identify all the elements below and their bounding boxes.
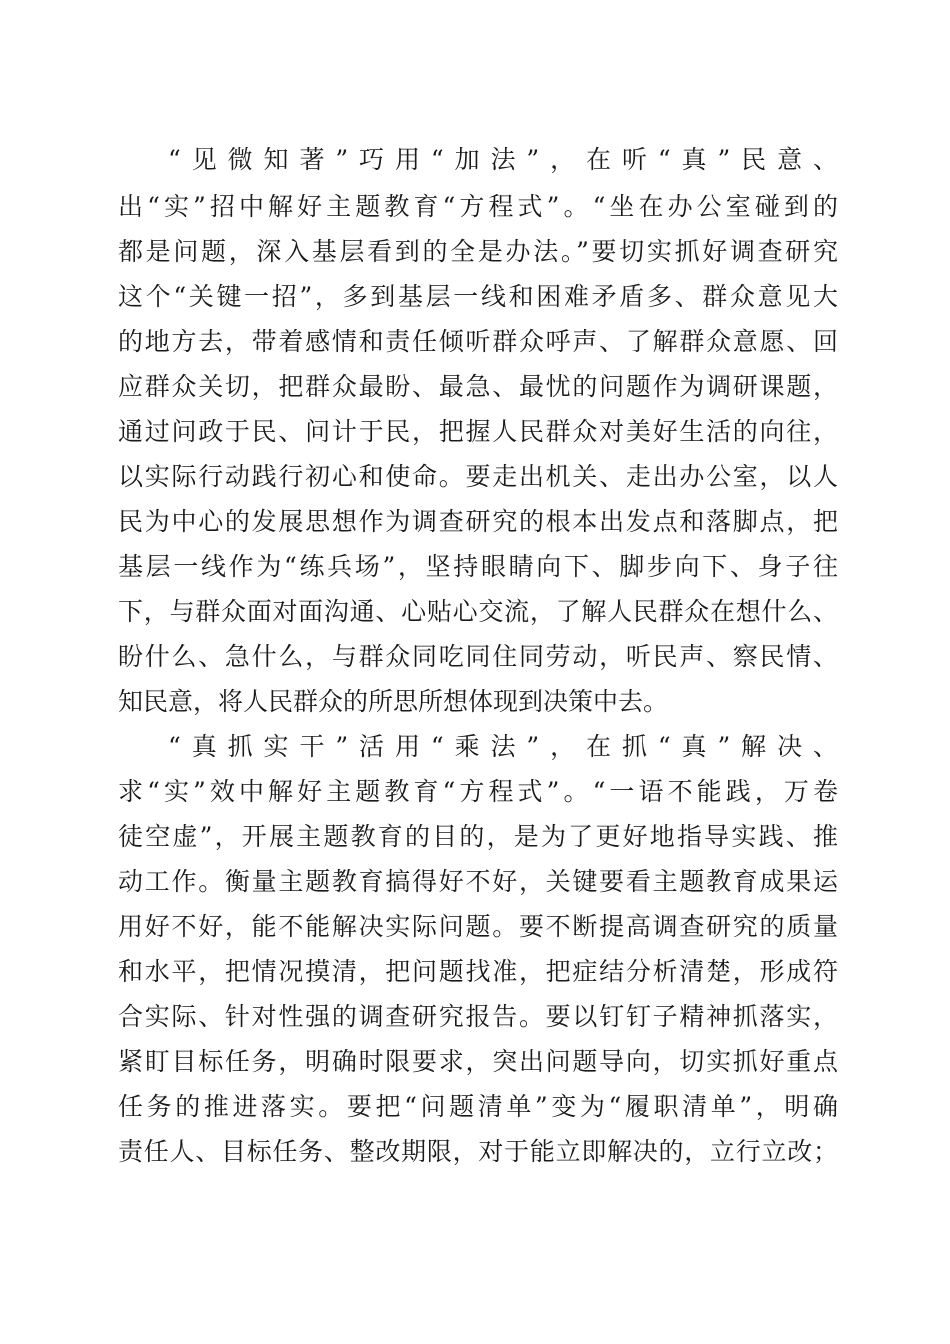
paragraph-1-line-6: 应群众关切，把群众最盼、最急、最忧的问题作为调研课题， <box>118 372 838 401</box>
paragraph-1-line-4: 这个“关键一招”，多到基层一线和困难矛盾多、群众意见大 <box>118 282 838 311</box>
paragraph-2-line-8: 紧盯目标任务，明确时限要求，突出问题导向，切实抓好重点 <box>118 1047 838 1076</box>
paragraph-2-line-2: 求“实”效中解好主题教育“方程式”。“一语不能践，万卷 <box>118 777 838 806</box>
paragraph-1-line-11: 下，与群众面对面沟通、心贴心交流，了解人民群众在想什么、 <box>118 597 838 626</box>
paragraph-1-line-12: 盼什么、急什么，与群众同吃同住同劳动，听民声、察民情、 <box>118 642 838 671</box>
paragraph-1-line-9: 民为中心的发展思想作为调查研究的根本出发点和落脚点，把 <box>118 507 838 536</box>
paragraph-2-line-10: 责任人、目标任务、整改期限，对于能立即解决的，立行立改； <box>118 1137 838 1166</box>
paragraph-1-line-13: 知民意，将人民群众的所思所想体现到决策中去。 <box>118 687 669 716</box>
paragraph-1-line-2: 出“实”招中解好主题教育“方程式”。“坐在办公室碰到的 <box>118 192 838 221</box>
paragraph-2-line-6: 和水平，把情况摸清，把问题找准，把症结分析清楚，形成符 <box>118 957 838 986</box>
paragraph-1-line-5: 的地方去，带着感情和责任倾听群众呼声、了解群众意愿、回 <box>118 327 838 356</box>
paragraph-1-line-1: “见微知著”巧用“加法”，在听“真”民意、 <box>168 145 838 174</box>
paragraph-1-line-10: 基层一线作为“练兵场”，坚持眼睛向下、脚步向下、身子往 <box>118 552 838 581</box>
paragraph-2-line-3: 徒空虚”，开展主题教育的目的，是为了更好地指导实践、推 <box>118 822 838 851</box>
paragraph-1-line-3: 都是问题，深入基层看到的全是办法。”要切实抓好调查研究 <box>118 237 838 266</box>
paragraph-2-line-5: 用好不好，能不能解决实际问题。要不断提高调查研究的质量 <box>118 912 838 941</box>
paragraph-1-line-7: 通过问政于民、问计于民，把握人民群众对美好生活的向往， <box>118 417 838 446</box>
paragraph-2-line-4: 动工作。衡量主题教育搞得好不好，关键要看主题教育成果运 <box>118 867 838 896</box>
paragraph-1-line-8: 以实际行动践行初心和使命。要走出机关、走出办公室，以人 <box>118 462 838 491</box>
paragraph-2-line-9: 任务的推进落实。要把“问题清单”变为“履职清单”，明确 <box>118 1092 838 1121</box>
paragraph-2-line-1: “真抓实干”活用“乘法”，在抓“真”解决、 <box>168 732 838 761</box>
paragraph-2-line-7: 合实际、针对性强的调查研究报告。要以钉钉子精神抓落实， <box>118 1002 838 1031</box>
